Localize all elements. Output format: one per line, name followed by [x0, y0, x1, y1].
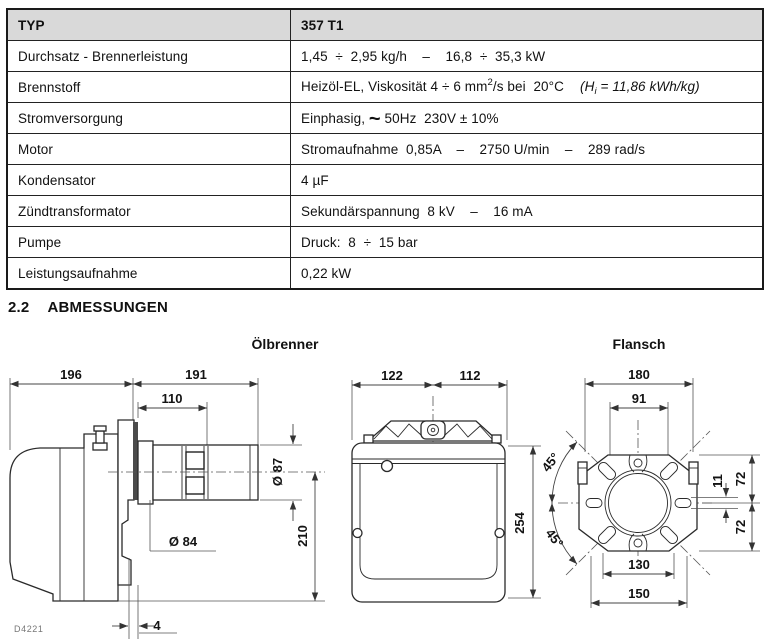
heating-value-note	[580, 79, 700, 97]
dim-210: 210	[295, 525, 310, 547]
spec-value-cell: 4 µF	[291, 165, 764, 196]
spec-label-cell: Brennstoff	[7, 72, 291, 103]
dim-130: 130	[628, 557, 650, 572]
section-heading	[8, 299, 168, 316]
spec-value-cell: Sekundärspannung 8 kV – 16 mA	[291, 196, 764, 227]
dim-45-top: 45°	[538, 449, 563, 475]
spec-value-cell: 1,45 ÷ 2,95 kg/h – 16,8 ÷ 35,3 kW	[291, 41, 764, 72]
fuel-value-cont: /s bei 20°C	[492, 79, 565, 94]
spec-row	[7, 72, 763, 103]
dim-4: 4	[153, 618, 161, 633]
spec-label-cell: Stromversorgung	[7, 103, 291, 134]
section-title: ABMESSUNGEN	[47, 299, 168, 316]
spec-row	[7, 165, 763, 196]
spec-value-cell: 0,22 kW	[291, 258, 764, 290]
spec-label-cell: Leistungsaufnahme	[7, 258, 291, 290]
dim-254: 254	[512, 512, 527, 534]
burner-front-view	[352, 368, 541, 602]
burner-side-view	[10, 367, 325, 639]
spec-label-cell: TYP	[7, 9, 291, 41]
dim-11: 11	[710, 474, 725, 488]
spec-row	[7, 134, 763, 165]
dim-91: 91	[631, 391, 647, 406]
note-suffix: = 11,86 kWh/kg)	[596, 79, 700, 94]
power-supply-pre: Einphasig,	[301, 110, 369, 126]
spec-label-cell: Pumpe	[7, 227, 291, 258]
dim-180: 180	[628, 367, 650, 382]
dim-122: 122	[381, 368, 403, 383]
dim-196: 196	[60, 367, 82, 382]
dim-112: 112	[459, 368, 481, 383]
spec-label-cell: Motor	[7, 134, 291, 165]
spec-row	[7, 41, 763, 72]
dim-191: 191	[185, 367, 207, 382]
dim-nozzle-diameter: Ø 84	[168, 534, 198, 549]
power-supply-post: 50Hz 230V ± 10%	[380, 110, 499, 126]
spec-header-row	[7, 9, 763, 41]
spec-row	[7, 196, 763, 227]
spec-value-cell: 357 T1	[291, 9, 764, 41]
dim-110: 110	[161, 391, 183, 406]
note-subscript: i	[594, 86, 597, 97]
spec-row	[7, 103, 763, 134]
flange-drawing-label: Flansch	[612, 336, 666, 352]
spec-label-cell: Zündtransformator	[7, 196, 291, 227]
spec-value-cell: Druck: 8 ÷ 15 bar	[291, 227, 764, 258]
burner-drawing-label: Ölbrenner	[251, 336, 319, 352]
spec-row	[7, 227, 763, 258]
dimension-drawings	[0, 330, 770, 641]
spec-value-cell: Stromaufnahme 0,85A – 2750 U/min – 289 rad/s	[291, 134, 764, 165]
dim-150: 150	[628, 586, 650, 601]
dim-72-lower: 72	[733, 519, 748, 535]
spec-row	[7, 258, 763, 290]
drawing-code: D4221	[14, 624, 44, 634]
dim-72-upper: 72	[733, 471, 748, 487]
fuel-superscript: 2	[487, 77, 493, 88]
spec-label-cell: Durchsatz - Brennerleistung	[7, 41, 291, 72]
ac-tilde-symbol: ~	[368, 107, 381, 130]
spec-table	[6, 8, 764, 290]
section-number: 2.2	[8, 299, 30, 316]
fuel-value: Heizöl-EL, Viskosität 4 ÷ 6 mm	[301, 79, 488, 94]
dim-tube-diameter: Ø 87	[270, 457, 285, 487]
dim-45-bottom: 45°	[542, 525, 567, 551]
spec-value-cell	[291, 72, 764, 103]
spec-value-cell	[291, 103, 764, 134]
note-prefix: (H	[580, 79, 595, 94]
flange-view	[538, 367, 760, 608]
spec-label-cell: Kondensator	[7, 165, 291, 196]
